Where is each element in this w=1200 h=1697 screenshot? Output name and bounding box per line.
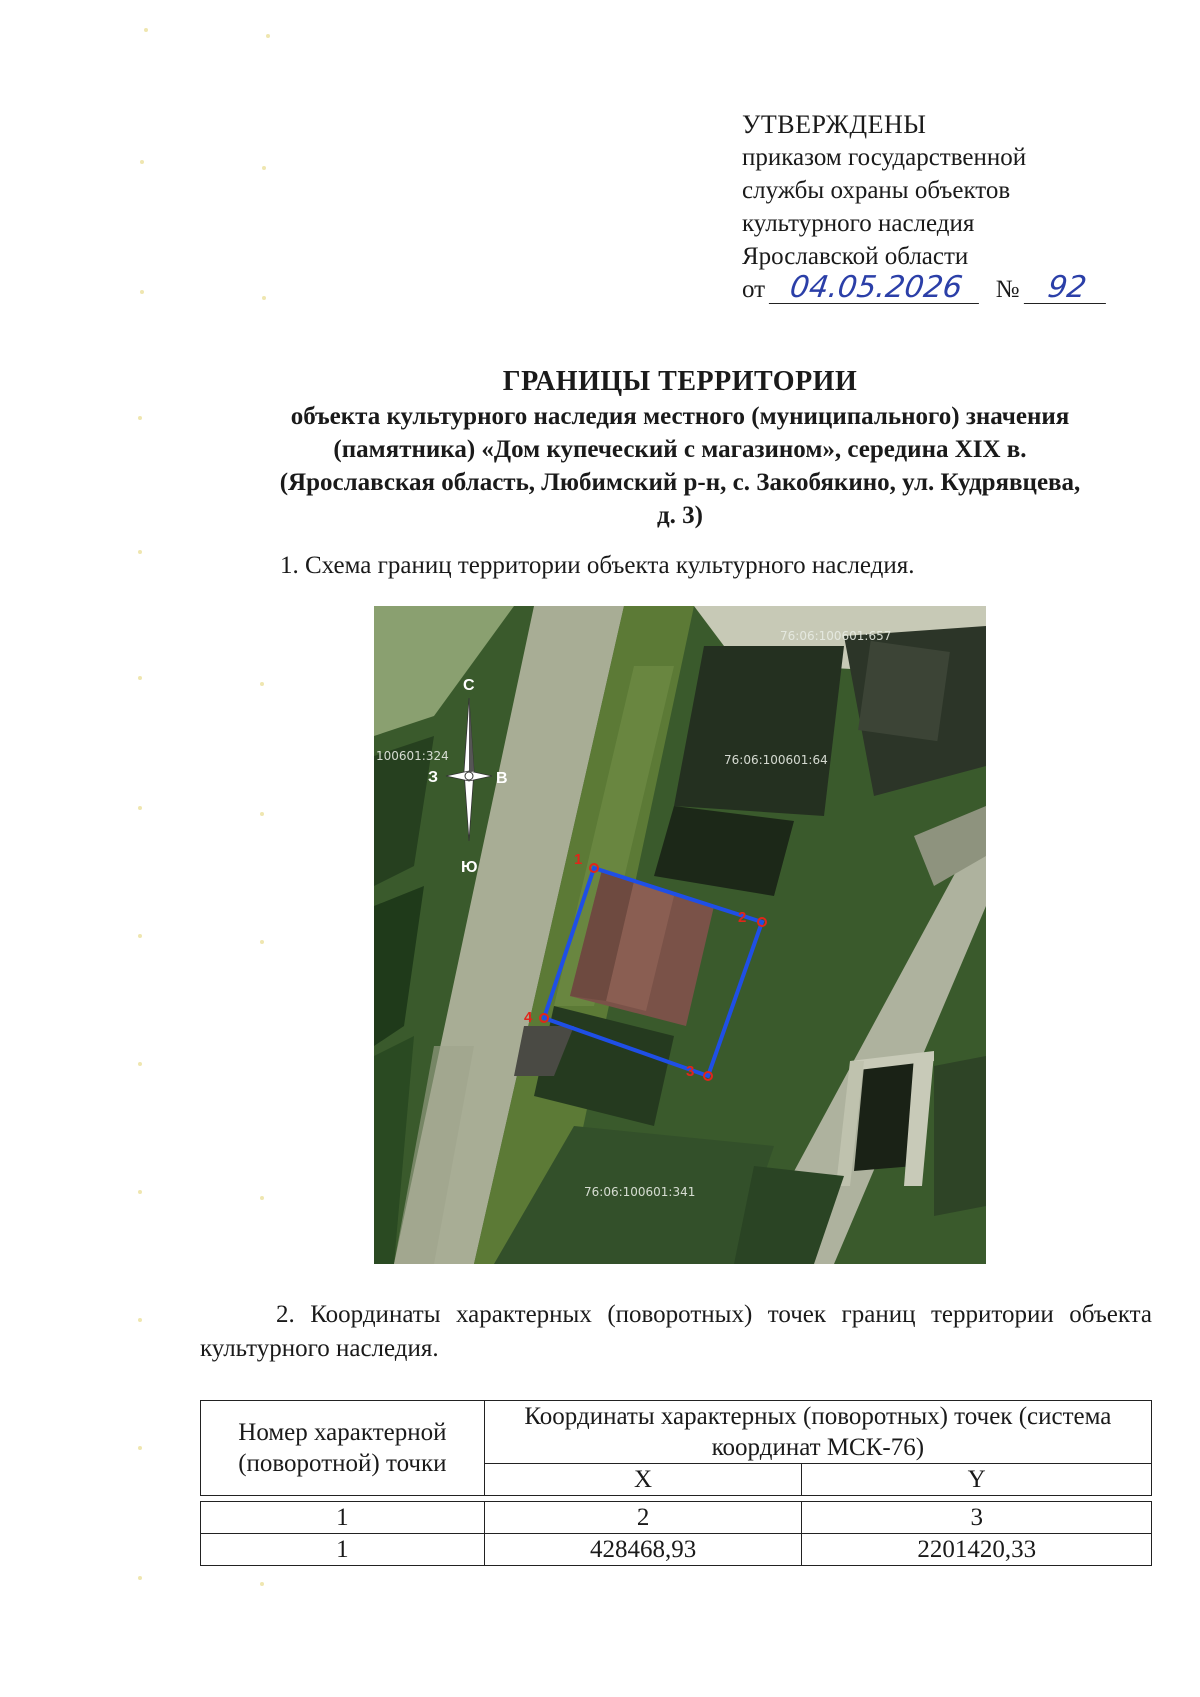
scan-artifact	[260, 940, 264, 944]
scan-artifact	[140, 160, 144, 164]
compass-east: В	[496, 770, 508, 787]
header-y: Y	[802, 1464, 1152, 1496]
coordinates-table	[200, 1400, 1152, 1566]
approval-line: культурного наследия	[742, 210, 975, 237]
scan-artifact	[260, 682, 264, 686]
title-line: (Ярославская область, Любимский р-н, с. Закобякино, ул. Кудрявцева,	[279, 469, 1081, 496]
title-line: объекта культурного наследия местного (муниципального) значения	[290, 403, 1070, 430]
boundary-point-label: 4	[524, 1009, 533, 1026]
scan-artifact	[138, 1190, 142, 1194]
scan-artifact	[140, 290, 144, 294]
number-label: №	[995, 276, 1020, 303]
title-line: (памятника) «Дом купеческий с магазином», середина XIX в.	[333, 436, 1027, 463]
scan-artifact	[138, 1576, 142, 1580]
approval-line: приказом государственной	[742, 144, 1027, 171]
scan-artifact	[260, 1582, 264, 1586]
section1-heading: 1. Схема границ территории объекта культурного наследия.	[280, 552, 915, 579]
boundary-point-label: 2	[738, 909, 747, 926]
header-point-number: Номер характерной (поворотной) точки	[201, 1401, 485, 1496]
table-row	[201, 1534, 1152, 1566]
point-number-cell: 1	[201, 1534, 485, 1566]
parcel-label: 100601:324	[376, 749, 449, 763]
scan-artifact	[138, 676, 142, 680]
parcel-label: 76:06:100601:341	[584, 1185, 696, 1199]
map-svg	[374, 606, 986, 1264]
header-x: X	[484, 1464, 802, 1496]
scan-artifact	[138, 1318, 142, 1322]
table-cell: 1	[201, 1502, 485, 1534]
table-cell: 3	[802, 1502, 1152, 1534]
header-coordinates: Координаты характерных (поворотных) точек (система координат МСК-76)	[484, 1401, 1151, 1464]
boundary-point-label: 1	[574, 851, 583, 868]
title-main: ГРАНИЦЫ ТЕРРИТОРИИ	[502, 366, 858, 397]
approval-heading: УТВЕРЖДЕНЫ	[742, 110, 927, 139]
scan-artifact	[144, 28, 148, 32]
x-coordinate-cell: 428468,93	[484, 1534, 802, 1566]
compass-south: Ю	[461, 859, 478, 876]
boundary-scheme-map	[374, 606, 986, 1264]
from-label: от	[742, 276, 766, 303]
compass-west: З	[428, 769, 439, 786]
y-coordinate-cell: 2201420,33	[802, 1534, 1152, 1566]
scan-artifact	[138, 1446, 142, 1450]
scan-artifact	[138, 416, 142, 420]
scan-artifact	[260, 1196, 264, 1200]
scan-artifact	[266, 34, 270, 38]
approval-number: 92	[1024, 273, 1110, 304]
scan-artifact	[138, 806, 142, 810]
approval-date: 04.05.2026	[769, 273, 983, 304]
parcel-label: 76:06:100601:64	[724, 753, 828, 767]
scan-artifact	[260, 812, 264, 816]
scan-artifact	[262, 166, 266, 170]
boundary-point-label: 3	[686, 1063, 695, 1080]
approval-line: Ярославской области	[742, 243, 969, 270]
compass-north: С	[463, 677, 475, 694]
title-line: д. 3)	[657, 502, 703, 529]
numbering-row	[201, 1502, 1152, 1534]
document-title	[200, 364, 1160, 532]
scan-artifact	[138, 550, 142, 554]
scan-artifact	[262, 296, 266, 300]
approval-block	[742, 108, 1108, 306]
scan-artifact	[138, 934, 142, 938]
parcel-label: 76:06:100601:657	[780, 629, 892, 643]
table-cell: 2	[484, 1502, 802, 1534]
approval-line: службы охраны объектов	[742, 177, 1011, 204]
section2-text: 2. Координаты характерных (поворотных) точек границ территории объекта культурного наследия.	[200, 1301, 1152, 1362]
scan-artifact	[138, 1062, 142, 1066]
approval-date-number-line	[742, 270, 1108, 306]
